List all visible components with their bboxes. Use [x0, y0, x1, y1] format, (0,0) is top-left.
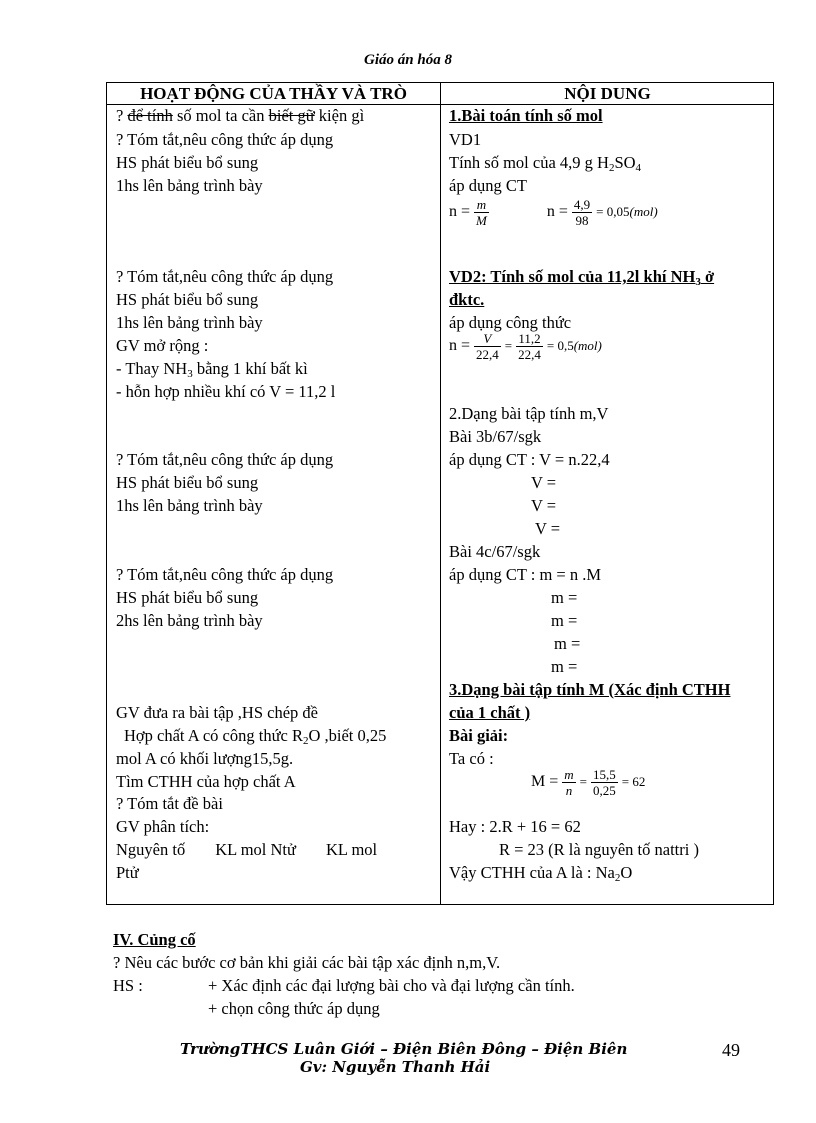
right-line: R = 23 (R là nguyên tố nattri ) — [499, 840, 699, 859]
right-line: V = — [531, 496, 557, 515]
left-line: GV phân tích: — [116, 817, 210, 836]
right-line: m = — [551, 657, 578, 676]
page-number: 49 — [722, 1040, 740, 1060]
right-line: áp dụng CT : V = n.22,4 — [449, 450, 610, 469]
header-divider — [107, 104, 773, 105]
formula-n-V-over-22-4: n = $\frac{V}{22,4}$ = $\frac{11,2}{22,4}$ = 0,5(mol) — [449, 331, 602, 362]
hs-answer: + chọn công thức áp dụng — [208, 999, 380, 1018]
hs-label: HS : — [113, 976, 143, 995]
lesson-table — [106, 82, 774, 905]
left-line: GV mở rộng : — [116, 336, 209, 355]
left-line: GV đưa ra bài tập ,HS chép đề — [116, 703, 318, 722]
right-line: Bài giải: — [449, 726, 509, 745]
example-heading: VD2: Tính số mol của 11,2l khí $NH_3$ ở — [449, 267, 715, 288]
hs-answer: + Xác định các đại lượng bài cho và đại lượng cần tính. — [208, 976, 575, 995]
left-line: ? Tóm tắt,nêu công thức áp dụng — [116, 565, 334, 584]
right-line: m = — [551, 611, 578, 630]
footer-teacher: Gv: Nguyễn Thanh Hải — [300, 1058, 491, 1076]
column-header-content: NỘI DUNG — [564, 84, 651, 103]
right-line: V = — [531, 473, 557, 492]
left-line: ? Tóm tắt,nêu công thức áp dụng — [116, 130, 334, 149]
right-line: Tính số mol của 4,9 g $H_2SO_4$ — [449, 153, 642, 174]
right-line: Bài 4c/67/sgk — [449, 542, 541, 561]
left-line: Nguyên tố KL mol Ntử KL mol — [116, 840, 378, 859]
formula-n-m-over-M: n = $\frac{m}{M}$ n = $\frac{4,9}{98}$ = 0,05(mol) — [449, 197, 658, 228]
left-line: 2hs lên bảng trình bày — [116, 611, 263, 630]
right-line: áp dụng CT — [449, 176, 527, 195]
footer-school: TrườngTHCS Luân Giới – Điện Biên Đông – Điện Biên — [180, 1040, 628, 1058]
left-line: - Thay $NH_3$ bằng 1 khí bất kì — [116, 359, 308, 380]
left-line: ? Tóm tắt,nêu công thức áp dụng — [116, 267, 334, 286]
left-line: 1hs lên bảng trình bày — [116, 313, 263, 332]
column-divider — [440, 83, 441, 904]
left-line: HS phát biểu bổ sung — [116, 588, 259, 607]
section-heading: 1.Bài toán tính số mol — [449, 106, 603, 125]
example-heading: đktc. — [449, 290, 485, 309]
right-line: V = — [535, 519, 561, 538]
left-line: 1hs lên bảng trình bày — [116, 496, 263, 515]
left-line: ? Tóm tắt đề bài — [116, 794, 223, 813]
left-line: HS phát biểu bổ sung — [116, 473, 259, 492]
left-line: HS phát biểu bổ sung — [116, 290, 259, 309]
left-line: - hỗn hợp nhiều khí có V = 11,2 l — [116, 382, 336, 401]
section-title: IV. Củng cố — [113, 930, 196, 949]
column-header-activities: HOẠT ĐỘNG CỦA THẦY VÀ TRÒ — [140, 84, 407, 103]
left-line: mol A có khối lượng15,5g. — [116, 749, 294, 768]
right-line: VD1 — [449, 130, 482, 149]
right-line: Hay : 2.R + 16 = 62 — [449, 817, 581, 836]
right-line: m = — [551, 588, 578, 607]
left-line: ? để tính số mol ta cần biết gữ kiện gì — [116, 106, 365, 125]
section-heading: 2.Dạng bài tập tính m,V — [449, 404, 609, 423]
left-line: ? Tóm tắt,nêu công thức áp dụng — [116, 450, 334, 469]
formula-M-m-over-n: M = $\frac{m}{n}$ = $\frac{15,5}{0,25}$ = 62 — [531, 767, 646, 798]
right-line: Ta có : — [449, 749, 494, 768]
left-line: 1hs lên bảng trình bày — [116, 176, 263, 195]
section-heading: của 1 chất ) — [449, 703, 531, 722]
left-line: Ptử — [116, 863, 139, 882]
left-line: HS phát biểu bổ sung — [116, 153, 259, 172]
right-line: m = — [554, 634, 581, 653]
right-line: áp dụng CT : m = n .M — [449, 565, 602, 584]
right-line: áp dụng công thức — [449, 313, 572, 332]
left-line: Hợp chất A có công thức $R_2O$ ,biết 0,25 — [124, 726, 387, 747]
right-line: Bài 3b/67/sgk — [449, 427, 542, 446]
section-heading: 3.Dạng bài tập tính M (Xác định CTHH — [449, 680, 731, 699]
left-line: Tìm CTHH của hợp chất A — [116, 772, 296, 791]
page-header: Giáo án hóa 8 — [364, 52, 452, 68]
right-line: Vậy CTHH của A là : $Na_2O$ — [449, 863, 633, 884]
review-question: ? Nêu các bước cơ bản khi giải các bài tập xác định n,m,V. — [113, 953, 501, 972]
